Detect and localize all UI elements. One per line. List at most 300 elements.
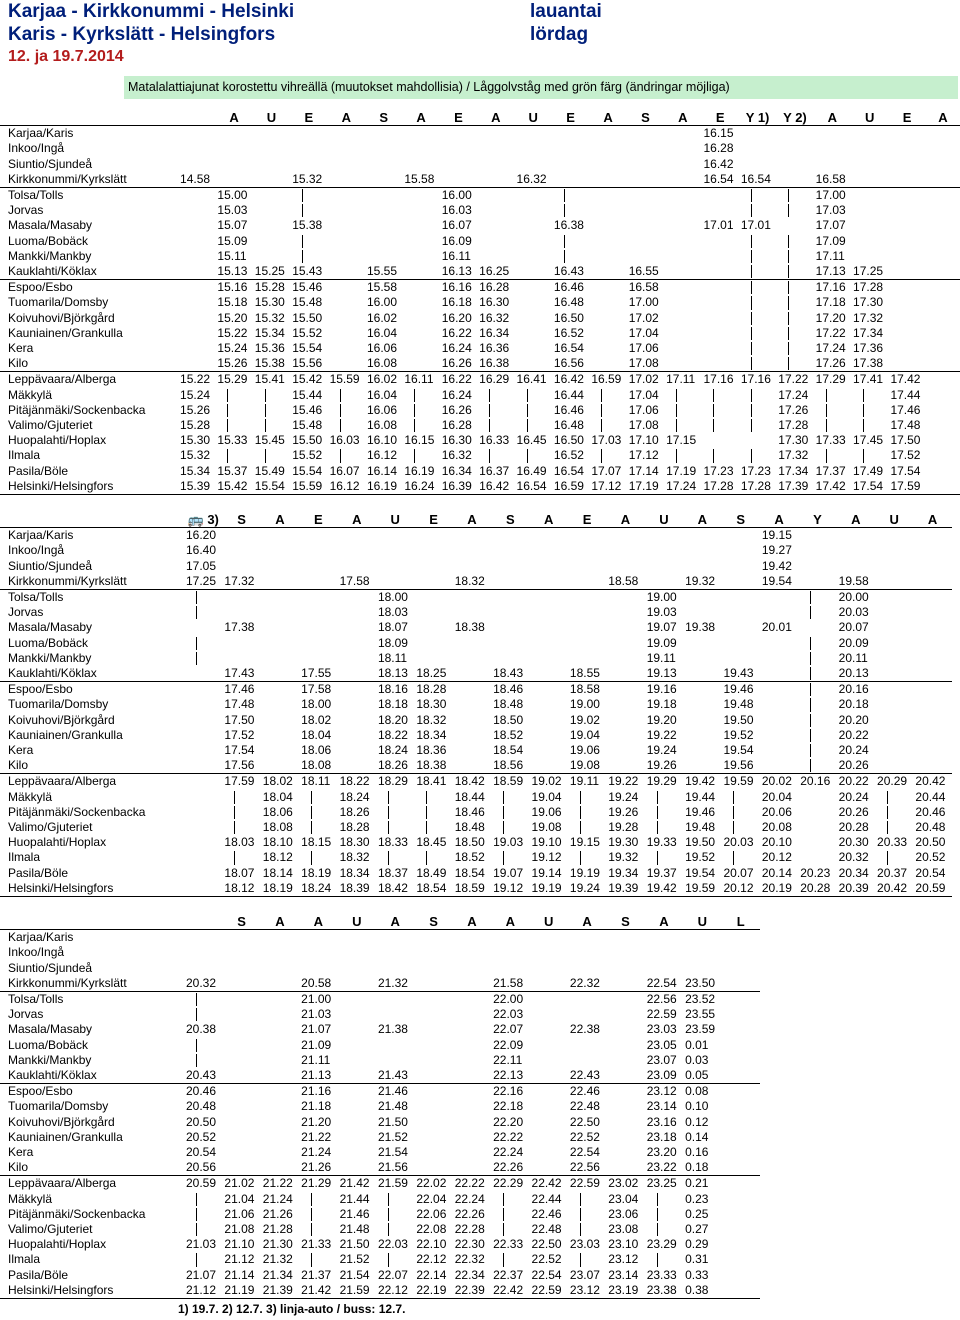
time-cell	[875, 713, 913, 728]
station-name: Kera	[8, 341, 34, 356]
time-cell	[184, 1222, 222, 1237]
time-cell	[530, 930, 568, 946]
time-cell	[453, 1130, 491, 1145]
time-cell	[627, 234, 664, 249]
dates: 12. ja 19.7.2014	[8, 48, 124, 65]
column-header	[184, 914, 222, 930]
time-cell	[376, 961, 414, 976]
time-cell	[798, 636, 836, 651]
route-title-fi: Karjaa - Kirkkonummi - Helsinki	[8, 1, 295, 22]
time-cell	[875, 559, 913, 574]
time-cell	[589, 141, 626, 156]
column-header: A	[229, 110, 239, 125]
time-cell: 19.32	[685, 573, 716, 588]
time-cell	[606, 1053, 644, 1068]
timetable-3	[0, 914, 760, 1299]
time-cell: 19.19	[530, 881, 568, 897]
time-cell: 16.40	[186, 543, 217, 558]
time-cell	[453, 961, 491, 976]
time-cell: 15.11	[217, 248, 247, 263]
time-cell	[760, 682, 798, 698]
time-cell: 16.59	[589, 372, 626, 388]
time-cell	[627, 249, 664, 264]
time-cell: 15.41	[253, 372, 290, 388]
time-cell: 19.44	[685, 789, 716, 804]
time-cell: 17.16	[701, 372, 738, 388]
time-cell: 16.58	[627, 280, 664, 296]
time-cell	[515, 188, 552, 204]
time-cell	[798, 758, 836, 774]
table-row	[0, 1068, 760, 1084]
time-cell: 16.34	[479, 325, 510, 340]
time-cell: 21.04	[224, 1191, 255, 1206]
time-cell: 19.04	[569, 727, 600, 742]
time-cell	[606, 976, 644, 992]
time-cell: 17.38	[224, 620, 255, 635]
time-cell: 22.02	[414, 1176, 452, 1192]
time-cell	[721, 590, 759, 606]
time-cell: 22.54	[569, 1145, 600, 1160]
time-cell: 15.26	[217, 356, 248, 371]
time-cell: 15.09	[217, 233, 248, 248]
time-cell	[776, 249, 813, 264]
time-cell: 21.44	[339, 1191, 370, 1206]
time-cell: 20.29	[875, 774, 913, 790]
time-cell	[515, 126, 552, 142]
time-cell	[299, 1207, 337, 1222]
time-cell	[530, 992, 568, 1008]
time-cell: 16.03	[329, 433, 360, 448]
time-cell	[299, 945, 337, 960]
time-cell	[606, 590, 644, 606]
time-cell: 0.38	[683, 1283, 721, 1299]
time-cell: 15.42	[290, 372, 327, 388]
time-cell	[414, 976, 452, 992]
time-cell: 0.33	[685, 1267, 709, 1282]
table-row	[0, 620, 952, 635]
time-cell	[184, 945, 222, 960]
station-name: Masala/Masaby	[8, 1022, 93, 1037]
time-cell	[568, 605, 606, 620]
time-cell: 16.52	[553, 325, 584, 340]
station-name: Helsinki/Helsingfors	[0, 881, 184, 897]
time-cell	[568, 636, 606, 651]
time-cell	[568, 1222, 606, 1237]
time-cell: 15.03	[217, 203, 248, 218]
route-title-sv: Karis - Kyrkslätt - Helsingfors	[8, 24, 276, 45]
column-header: S	[505, 512, 515, 527]
time-cell	[338, 1038, 376, 1053]
time-cell	[606, 1115, 644, 1130]
time-cell	[184, 881, 222, 897]
time-cell: 18.24	[299, 881, 337, 897]
time-cell: 16.22	[440, 372, 477, 388]
time-cell	[253, 403, 290, 418]
time-cell: 16.24	[402, 479, 439, 495]
time-cell: 17.37	[815, 463, 846, 478]
time-cell	[261, 636, 299, 651]
time-cell	[721, 820, 759, 835]
time-cell: 19.42	[645, 881, 683, 897]
time-cell: 22.46	[531, 1206, 562, 1221]
time-cell: 16.06	[366, 341, 397, 356]
time-cell: 15.39	[178, 479, 215, 495]
table-row	[0, 464, 960, 479]
time-cell	[515, 280, 552, 296]
time-cell	[515, 356, 552, 372]
time-cell: 23.18	[646, 1129, 677, 1144]
time-cell	[515, 448, 552, 463]
table-row	[0, 1268, 760, 1283]
time-cell: 22.39	[453, 1283, 491, 1299]
time-cell: 17.25	[186, 573, 217, 588]
time-cell	[453, 697, 491, 712]
time-cell: 17.24	[778, 387, 809, 402]
time-cell: 16.54	[553, 463, 584, 478]
time-cell	[776, 172, 813, 188]
time-cell	[739, 356, 776, 372]
time-cell: 20.19	[760, 881, 798, 897]
time-cell	[530, 528, 568, 544]
time-cell	[664, 280, 701, 296]
time-cell: 15.54	[292, 463, 323, 478]
time-cell	[338, 961, 376, 976]
table-row	[0, 218, 960, 233]
time-cell	[664, 311, 701, 326]
time-cell	[851, 203, 888, 218]
time-cell: 15.54	[292, 341, 323, 356]
time-cell: 20.39	[837, 881, 875, 897]
time-cell	[376, 820, 414, 835]
time-cell: 17.11	[664, 372, 701, 388]
station-name: Helsinki/Helsingfors	[0, 479, 178, 495]
time-cell: 0.08	[683, 1084, 721, 1100]
time-cell	[739, 203, 776, 218]
time-cell: 17.05	[186, 558, 217, 573]
time-cell	[491, 559, 529, 574]
time-cell: 22.30	[454, 1237, 485, 1252]
time-cell: 18.42	[453, 774, 491, 790]
time-cell	[453, 992, 491, 1008]
time-cell	[261, 1115, 299, 1130]
time-cell	[701, 448, 738, 463]
time-cell: 23.09	[646, 1068, 677, 1083]
time-cell	[338, 1068, 376, 1084]
time-cell	[926, 218, 960, 233]
time-cell	[683, 961, 721, 976]
time-cell	[739, 234, 776, 249]
time-cell	[721, 1115, 759, 1130]
time-cell	[606, 605, 644, 620]
time-cell	[299, 543, 337, 558]
time-cell: 18.04	[262, 789, 293, 804]
time-cell: 20.16	[798, 774, 836, 790]
time-cell	[721, 1038, 759, 1053]
time-cell: 16.30	[441, 433, 472, 448]
time-cell: 16.52	[553, 448, 584, 463]
time-cell: 19.56	[723, 758, 754, 773]
time-cell	[338, 1160, 376, 1176]
time-cell	[606, 682, 644, 698]
time-cell: 22.37	[493, 1267, 524, 1282]
time-cell	[776, 203, 813, 218]
table-row	[0, 1237, 760, 1252]
time-cell: 20.46	[184, 1084, 222, 1100]
time-cell	[926, 126, 960, 142]
time-cell	[627, 126, 664, 142]
time-cell	[888, 126, 925, 142]
time-cell: 18.54	[493, 743, 524, 758]
time-cell	[798, 620, 836, 635]
time-cell: 16.12	[366, 448, 397, 463]
time-cell	[376, 1192, 414, 1207]
time-cell	[414, 1022, 452, 1037]
time-cell	[664, 157, 701, 172]
time-cell: 18.19	[301, 865, 332, 880]
station-name: Kilo	[8, 356, 29, 371]
time-cell: 20.50	[915, 835, 946, 850]
time-cell: 15.34	[180, 463, 211, 478]
time-cell	[402, 203, 439, 218]
time-cell: 15.32	[180, 448, 211, 463]
time-cell	[798, 743, 836, 758]
time-cell	[530, 1022, 568, 1037]
time-cell: 17.55	[301, 666, 332, 681]
time-cell	[414, 930, 452, 946]
time-cell: 16.28	[477, 280, 514, 296]
station-name: Kauniainen/Grankulla	[8, 727, 123, 742]
time-cell	[721, 850, 759, 865]
time-cell: 20.48	[186, 1099, 217, 1114]
time-cell	[440, 126, 477, 142]
time-cell	[721, 1160, 759, 1176]
time-cell: 17.54	[851, 479, 888, 495]
column-header: U	[659, 512, 669, 527]
time-cell: 21.16	[299, 1084, 337, 1100]
time-cell: 18.52	[454, 850, 485, 865]
time-cell	[926, 341, 960, 356]
time-cell: 20.03	[838, 605, 869, 620]
time-cell: 19.18	[646, 697, 677, 712]
time-cell: 0.05	[685, 1068, 709, 1083]
time-cell	[888, 249, 925, 264]
time-cell: 20.28	[838, 820, 869, 835]
time-cell	[414, 1084, 452, 1100]
time-cell	[926, 188, 960, 204]
time-cell	[261, 1007, 299, 1022]
station-name: Tuomarila/Domsby	[8, 295, 109, 310]
table-row	[0, 356, 960, 372]
time-cell	[338, 728, 376, 743]
time-cell	[739, 280, 776, 296]
time-cell	[627, 188, 664, 204]
time-cell	[776, 157, 813, 172]
time-cell: 21.00	[299, 992, 337, 1008]
time-cell	[402, 326, 439, 341]
time-cell: 16.28	[441, 418, 472, 433]
time-cell	[760, 713, 798, 728]
station-name: Koivuhovi/Björkgård	[8, 712, 115, 727]
time-cell: 20.56	[186, 1160, 217, 1175]
time-cell: 19.39	[606, 881, 644, 897]
time-cell	[453, 728, 491, 743]
time-cell	[530, 1084, 568, 1100]
time-cell: 20.42	[913, 774, 951, 790]
time-cell: 17.54	[224, 743, 255, 758]
time-cell	[338, 590, 376, 606]
time-cell	[530, 945, 568, 960]
time-cell	[365, 141, 402, 156]
station-header	[0, 110, 178, 126]
time-cell: 23.02	[606, 1176, 644, 1192]
column-header: A	[544, 512, 554, 527]
station-name: Mankki/Mankby	[8, 650, 92, 665]
time-cell: 23.05	[646, 1037, 677, 1052]
time-cell	[338, 976, 376, 992]
time-cell	[589, 188, 626, 204]
time-cell: 17.42	[888, 372, 925, 388]
time-cell	[851, 172, 888, 188]
time-cell	[402, 249, 439, 264]
time-cell: 18.33	[377, 835, 408, 850]
time-cell	[453, 543, 491, 558]
time-cell: 19.08	[531, 820, 562, 835]
time-cell: 19.28	[608, 820, 639, 835]
time-cell: 19.06	[569, 743, 600, 758]
time-cell	[491, 605, 529, 620]
time-cell	[776, 295, 813, 310]
time-cell: 22.26	[493, 1160, 524, 1175]
time-cell: 19.00	[569, 697, 600, 712]
time-cell	[606, 743, 644, 758]
time-cell: 19.48	[685, 820, 716, 835]
time-cell	[530, 590, 568, 606]
time-cell: 22.59	[568, 1176, 606, 1192]
time-cell	[888, 356, 925, 372]
station-name: Masala/Masaby	[8, 218, 93, 233]
time-cell: 23.22	[646, 1160, 677, 1175]
time-cell	[776, 218, 813, 233]
time-cell: 20.02	[760, 774, 798, 790]
time-cell: 17.22	[776, 372, 813, 388]
time-cell	[530, 713, 568, 728]
time-cell: 22.54	[646, 975, 677, 990]
time-cell: 21.10	[224, 1237, 255, 1252]
time-cell	[701, 234, 738, 249]
column-header: U	[544, 914, 554, 929]
time-cell	[645, 1252, 683, 1267]
time-cell	[664, 126, 701, 142]
station-name: Leppävaara/Alberga	[0, 372, 178, 388]
time-cell	[328, 403, 365, 418]
time-cell	[222, 1038, 260, 1053]
time-cell	[290, 234, 327, 249]
column-header: A	[938, 110, 948, 125]
time-cell	[338, 651, 376, 666]
time-cell: 21.06	[224, 1206, 255, 1221]
time-cell	[926, 203, 960, 218]
time-cell: 20.50	[186, 1114, 217, 1129]
time-cell: 15.25	[254, 264, 285, 279]
time-cell: 16.42	[477, 479, 514, 495]
time-cell	[253, 388, 290, 403]
time-cell	[491, 790, 529, 805]
time-cell	[402, 234, 439, 249]
time-cell: 15.48	[292, 418, 323, 433]
time-cell: 22.20	[493, 1114, 524, 1129]
time-cell	[491, 820, 529, 835]
time-cell: 22.52	[531, 1252, 562, 1267]
time-cell: 21.19	[222, 1283, 260, 1299]
time-cell: 20.34	[838, 865, 869, 880]
time-cell	[178, 249, 215, 264]
time-cell	[798, 543, 836, 558]
time-cell	[178, 311, 215, 326]
time-cell	[798, 651, 836, 666]
time-cell: 20.48	[915, 820, 946, 835]
time-cell	[290, 141, 327, 156]
table-row	[0, 774, 952, 790]
time-cell	[913, 620, 951, 635]
time-cell: 23.12	[608, 1252, 639, 1267]
time-cell	[888, 295, 925, 310]
time-cell	[739, 141, 776, 156]
table-row	[0, 666, 952, 682]
time-cell: 17.12	[628, 448, 659, 463]
time-cell	[184, 590, 222, 606]
time-cell	[184, 620, 222, 635]
time-cell	[453, 1053, 491, 1068]
time-cell: 15.49	[254, 463, 285, 478]
time-cell	[627, 172, 664, 188]
time-cell	[851, 157, 888, 172]
time-cell: 21.07	[301, 1022, 332, 1037]
time-cell	[178, 203, 215, 218]
time-cell	[721, 945, 759, 960]
time-cell	[222, 930, 260, 946]
table-row	[0, 280, 960, 296]
time-cell	[261, 1022, 299, 1037]
time-cell	[261, 1068, 299, 1084]
time-cell: 18.16	[376, 682, 414, 698]
time-cell	[215, 388, 252, 403]
time-cell	[491, 1192, 529, 1207]
time-cell	[530, 574, 568, 590]
time-cell	[739, 388, 776, 403]
time-cell	[568, 590, 606, 606]
table-row	[0, 372, 960, 388]
time-cell	[701, 311, 738, 326]
time-cell	[530, 559, 568, 574]
time-cell: 18.43	[493, 666, 524, 681]
time-cell	[814, 388, 851, 403]
time-cell: 19.11	[568, 774, 606, 790]
time-cell: 19.19	[569, 865, 600, 880]
time-cell: 16.24	[441, 341, 472, 356]
time-cell	[776, 141, 813, 156]
time-cell	[589, 264, 626, 280]
time-cell	[683, 651, 721, 666]
time-cell	[299, 636, 337, 651]
time-cell	[184, 805, 222, 820]
time-cell: 16.00	[440, 188, 477, 204]
time-cell	[721, 1099, 759, 1114]
time-cell: 16.10	[366, 433, 397, 448]
time-cell	[568, 1192, 606, 1207]
time-cell	[875, 590, 913, 606]
time-cell: 22.34	[454, 1267, 485, 1282]
time-cell	[491, 945, 529, 960]
